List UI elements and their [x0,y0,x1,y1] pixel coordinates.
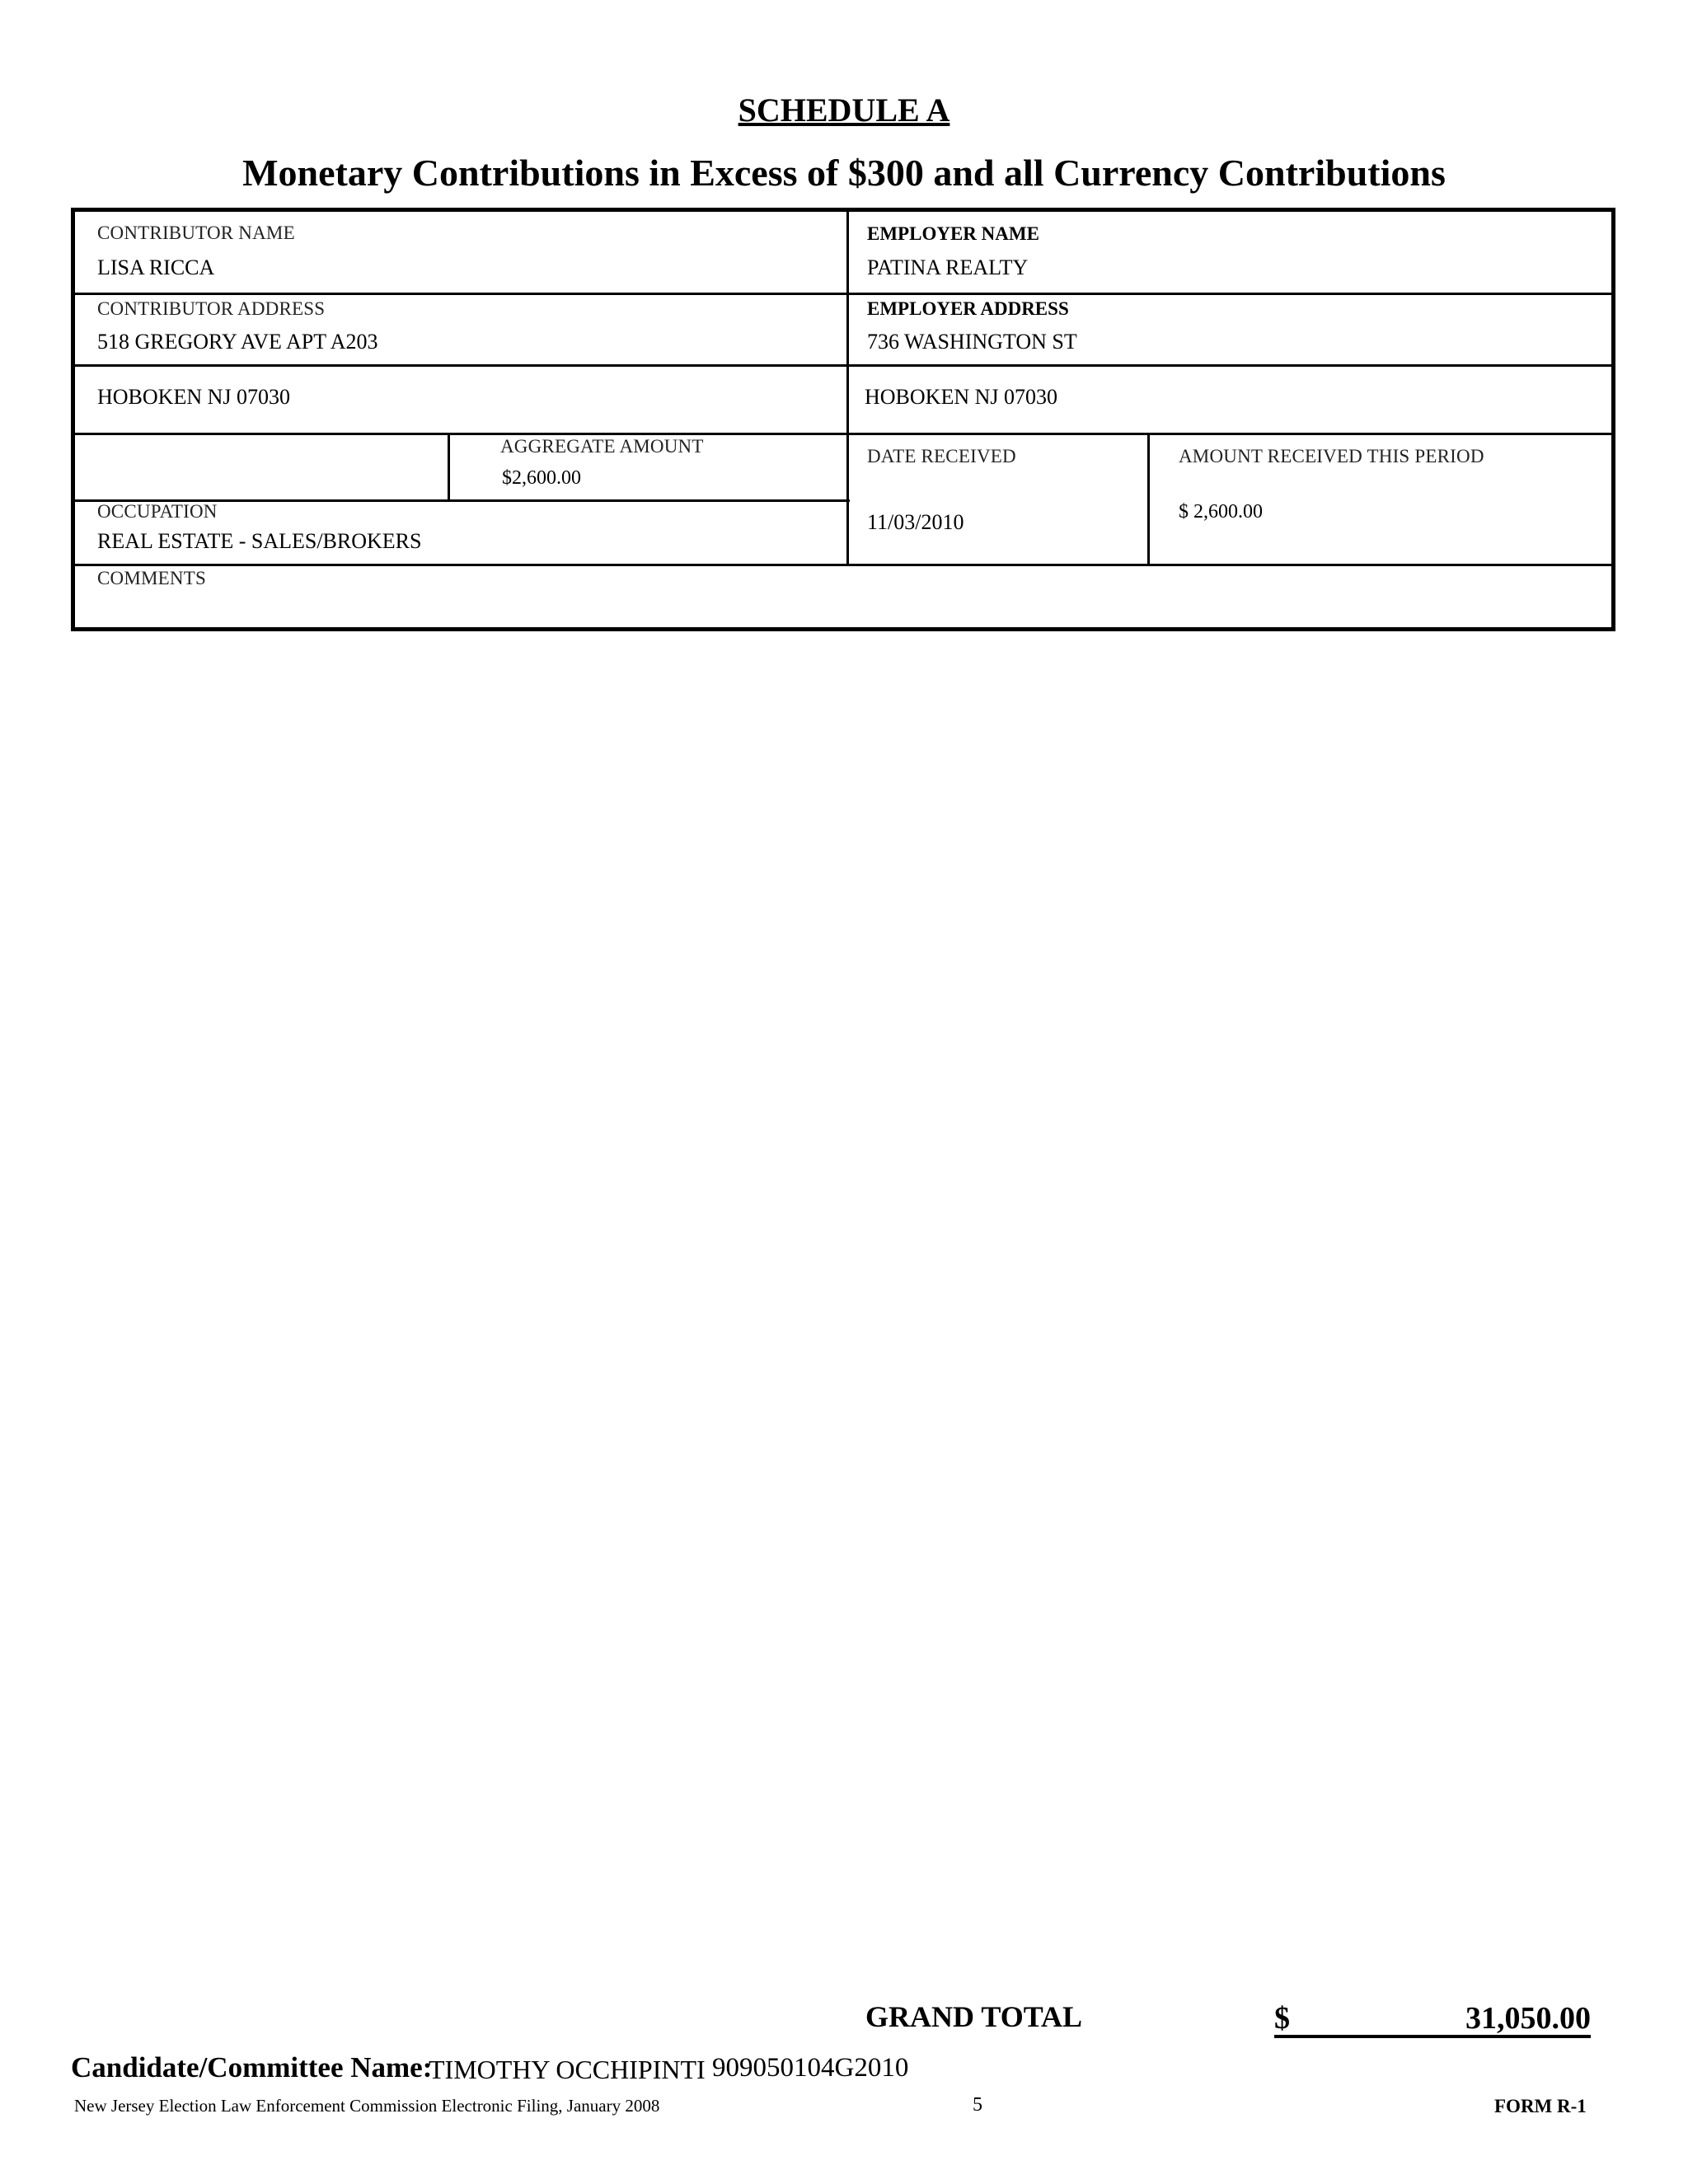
page-subtitle: Monetary Contributions in Excess of $300 and all Currency Contributions [242,152,1446,194]
row-divider [75,364,1611,367]
amount-received-label: AMOUNT RECEIVED THIS PERIOD [1179,446,1484,466]
schedule-title: SCHEDULE A [738,91,950,129]
employer-address-line2: HOBOKEN NJ 07030 [865,385,1057,409]
grand-total-field [1274,2000,1591,2038]
row-divider [75,293,1611,295]
committee-id: 909050104G2010 [712,2053,909,2083]
column-divider [1147,433,1150,565]
page-number: 5 [973,2094,982,2116]
footer-note: New Jersey Election Law Enforcement Commission Electronic Filing, January 2008 [74,2096,660,2116]
employer-address-line1: 736 WASHINGTON ST [867,330,1077,354]
form-id: FORM R-1 [1494,2096,1587,2116]
occupation: REAL ESTATE - SALES/BROKERS [97,529,422,553]
date-received: 11/03/2010 [867,510,964,534]
committee-name: TIMOTHY OCCHIPINTI [429,2055,706,2084]
occupation-label: OCCUPATION [97,501,218,522]
currency-symbol: $ [1274,2001,1290,2036]
column-divider [448,433,450,502]
committee-label: Candidate/Committee Name: [71,2051,433,2083]
row-divider [75,564,1611,566]
aggregate-amount: $2,600.00 [502,467,581,489]
grand-total-label: GRAND TOTAL [865,2000,1083,2033]
date-received-label: DATE RECEIVED [867,446,1016,466]
aggregate-amount-label: AGGREGATE AMOUNT [500,436,704,457]
row-divider [75,433,1611,435]
employer-name: PATINA REALTY [867,255,1029,279]
contributor-address-line2: HOBOKEN NJ 07030 [97,385,290,409]
column-divider [846,212,849,565]
grand-total-value: 31,050.00 [1465,2001,1591,2036]
employer-name-label: EMPLOYER NAME [867,223,1039,244]
contributor-address-line1: 518 GREGORY AVE APT A203 [97,330,378,354]
amount-received: $ 2,600.00 [1179,501,1263,523]
contributor-name-label: CONTRIBUTOR NAME [97,223,295,243]
employer-address-label: EMPLOYER ADDRESS [867,298,1069,319]
contribution-form [71,208,1615,631]
comments-label: COMMENTS [97,568,206,588]
contributor-address-label: CONTRIBUTOR ADDRESS [97,298,326,319]
contributor-name: LISA RICCA [97,255,215,279]
